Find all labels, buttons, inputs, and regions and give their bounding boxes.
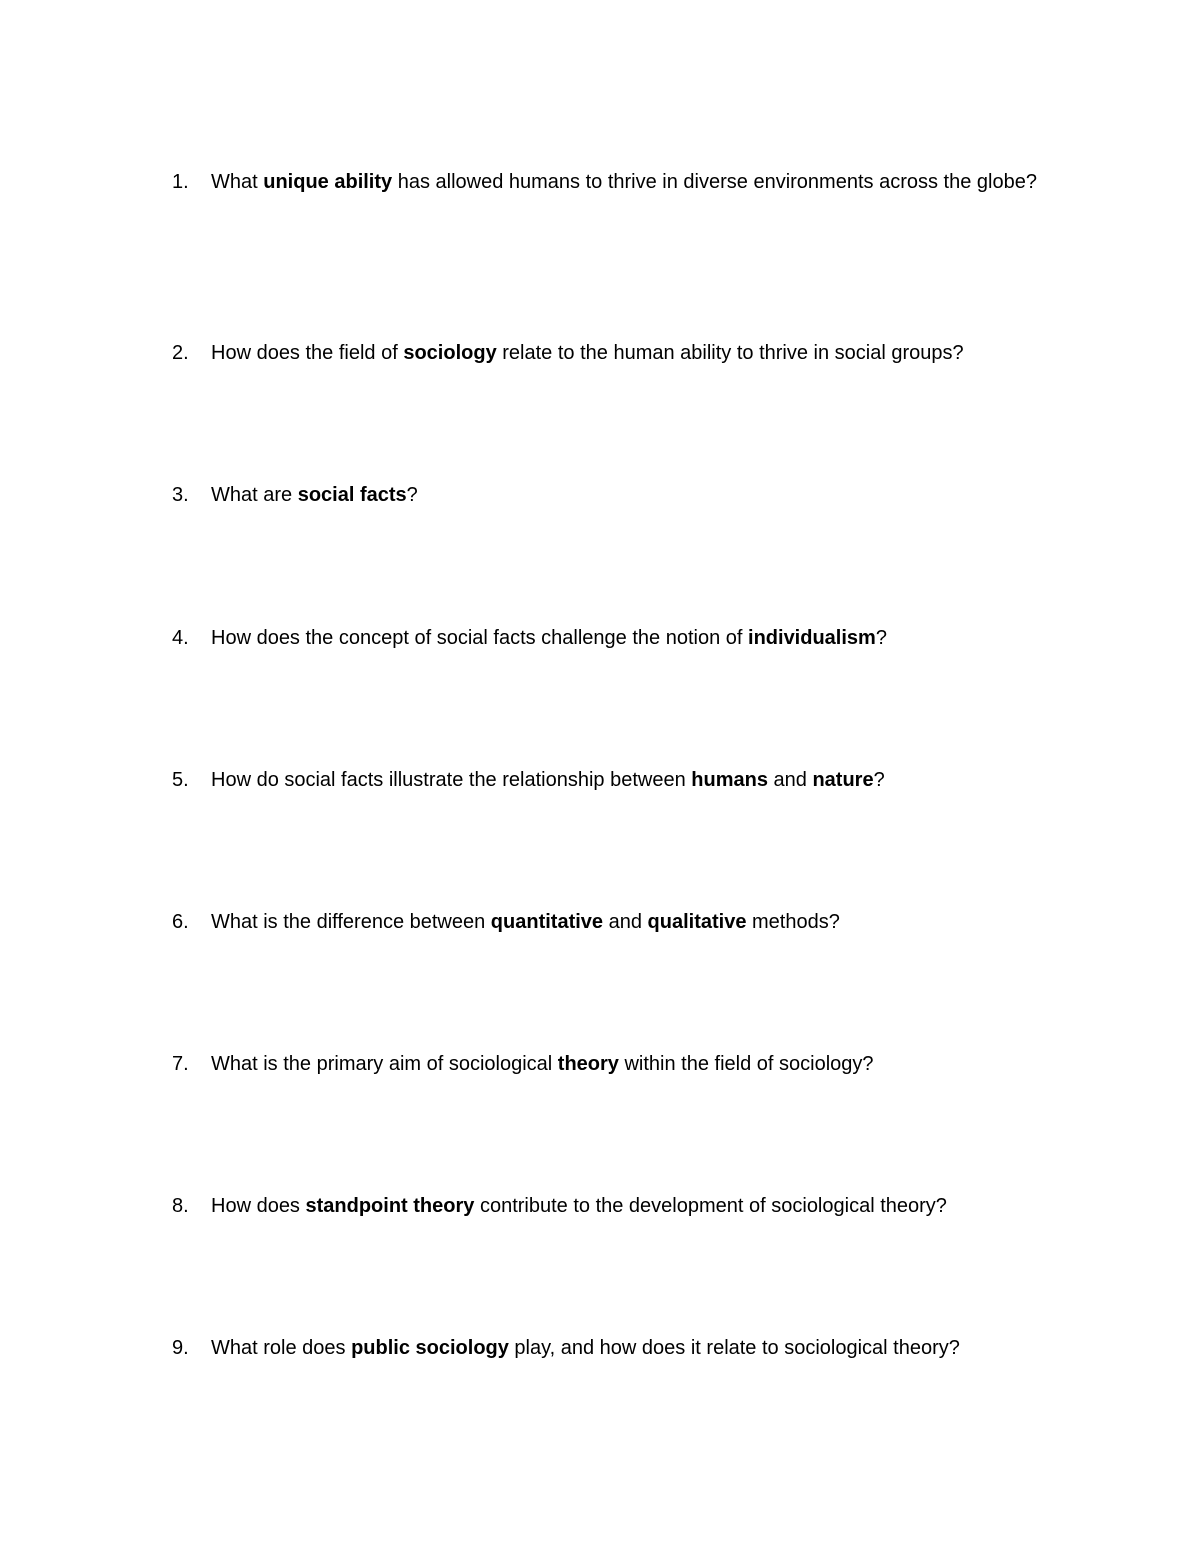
question-item <box>172 624 1052 653</box>
question-item <box>172 1192 1052 1221</box>
question-text: What are social facts? <box>211 484 418 506</box>
question-number: 1. <box>172 171 189 193</box>
question-text: What is the primary aim of sociological theory within the field of sociology? <box>211 1053 874 1075</box>
question-item <box>172 168 1052 197</box>
question-item <box>172 908 1052 937</box>
question-number: 7. <box>172 1053 189 1075</box>
question-text: How do social facts illustrate the relationship between humans and nature? <box>211 769 885 791</box>
question-number: 8. <box>172 1195 189 1217</box>
question-item <box>172 766 1052 795</box>
question-number: 2. <box>172 342 189 364</box>
question-text: What unique ability has allowed humans to thrive in diverse environments across the globe? <box>211 171 1037 193</box>
question-number: 5. <box>172 769 189 791</box>
question-item <box>172 1050 1052 1079</box>
question-text: How does standpoint theory contribute to the development of sociological theory? <box>211 1195 947 1217</box>
question-text: What role does public sociology play, and how does it relate to sociological theory? <box>211 1337 960 1359</box>
question-number: 3. <box>172 484 189 506</box>
question-number: 4. <box>172 627 189 649</box>
question-number: 9. <box>172 1337 189 1359</box>
question-text: How does the field of sociology relate to the human ability to thrive in social groups? <box>211 342 964 364</box>
question-text: What is the difference between quantitative and qualitative methods? <box>211 911 840 933</box>
question-text: How does the concept of social facts challenge the notion of individualism? <box>211 627 887 649</box>
question-item <box>172 339 1052 368</box>
question-item <box>172 1334 1052 1363</box>
question-number: 6. <box>172 911 189 933</box>
question-item <box>172 481 1052 510</box>
